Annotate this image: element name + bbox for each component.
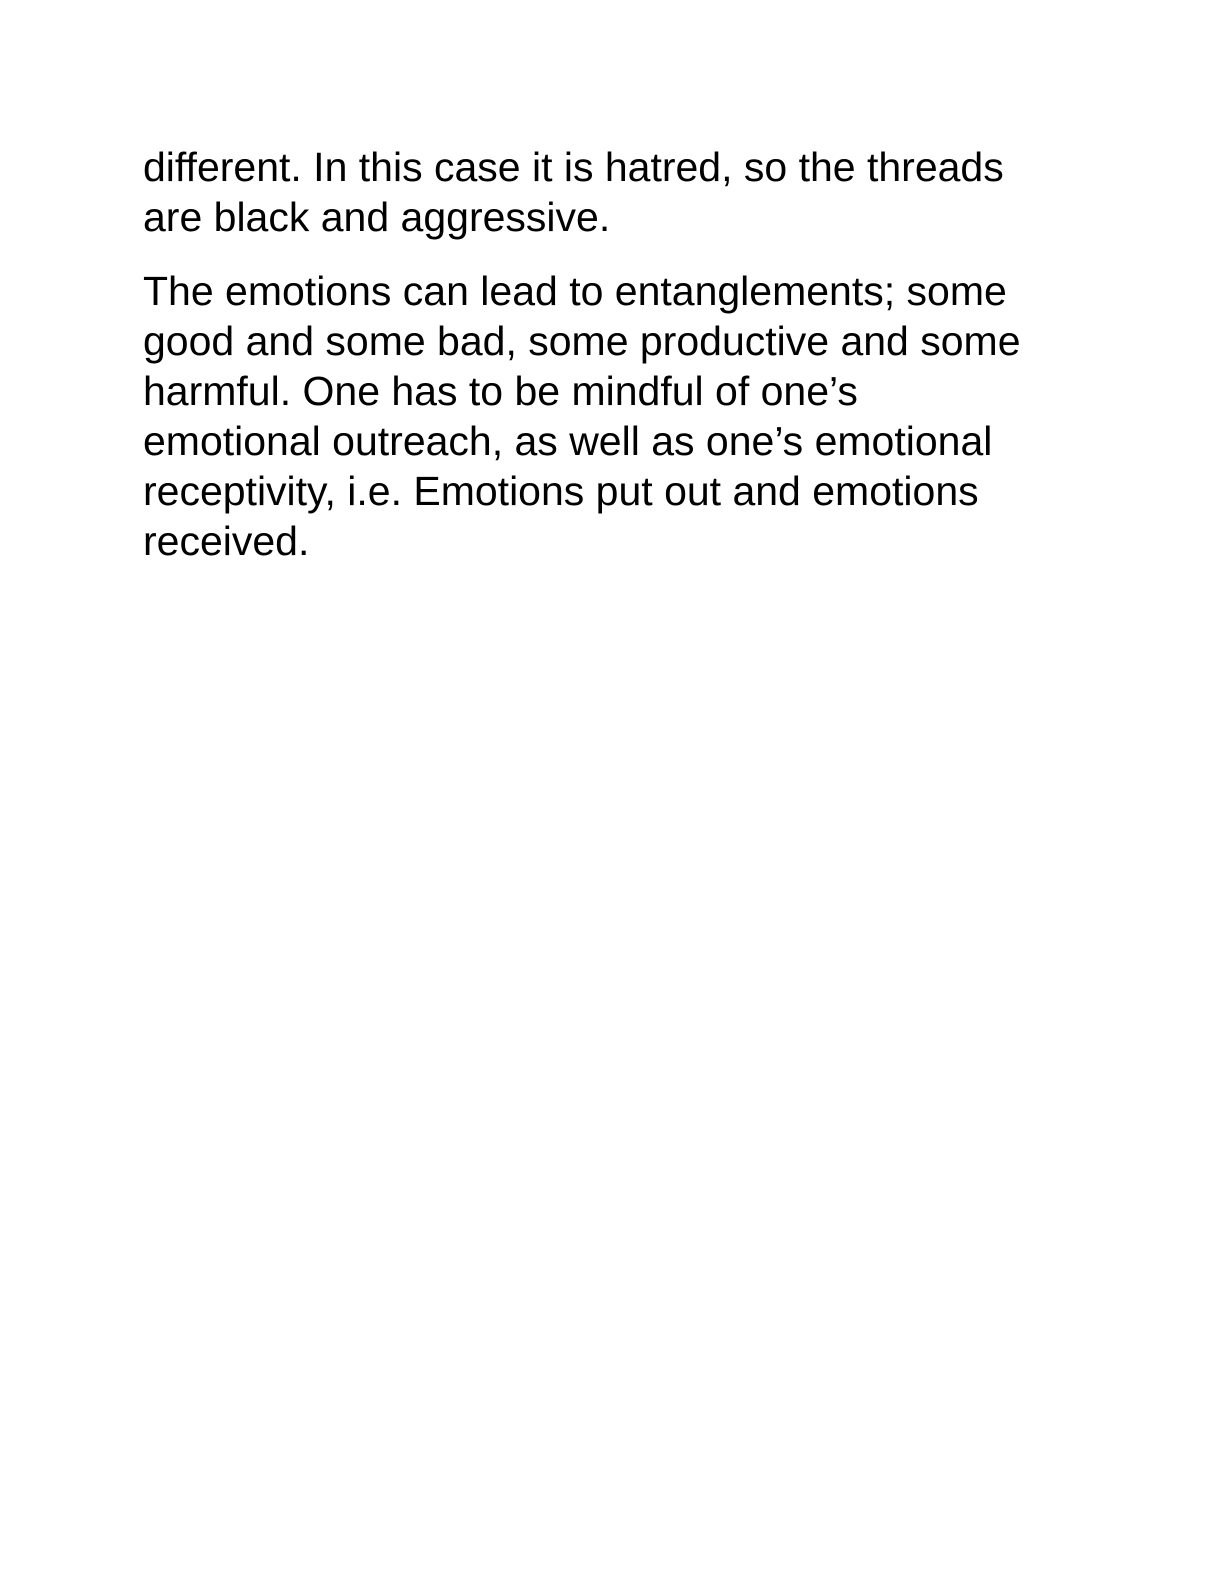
paragraph-1-line-1: different. In this case it is hatred, so the threads xyxy=(143,144,1004,190)
paragraph-1-line-2: are black and aggressive. xyxy=(143,194,611,240)
paragraph-2 xyxy=(143,266,1083,566)
paragraph-2-line-1: The emotions can lead to entanglements; some xyxy=(143,268,1007,314)
body-text xyxy=(143,142,1083,566)
paragraph-2-line-4: emotional outreach, as well as one’s emotional xyxy=(143,418,993,464)
paragraph-2-line-5: receptivity, i.e. Emotions put out and emotions xyxy=(143,468,979,514)
paragraph-1 xyxy=(143,142,1083,242)
paragraph-2-line-3: harmful. One has to be mindful of one’s xyxy=(143,368,858,414)
paragraph-2-line-6: received. xyxy=(143,518,310,564)
paragraph-2-line-2: good and some bad, some productive and some xyxy=(143,318,1021,364)
